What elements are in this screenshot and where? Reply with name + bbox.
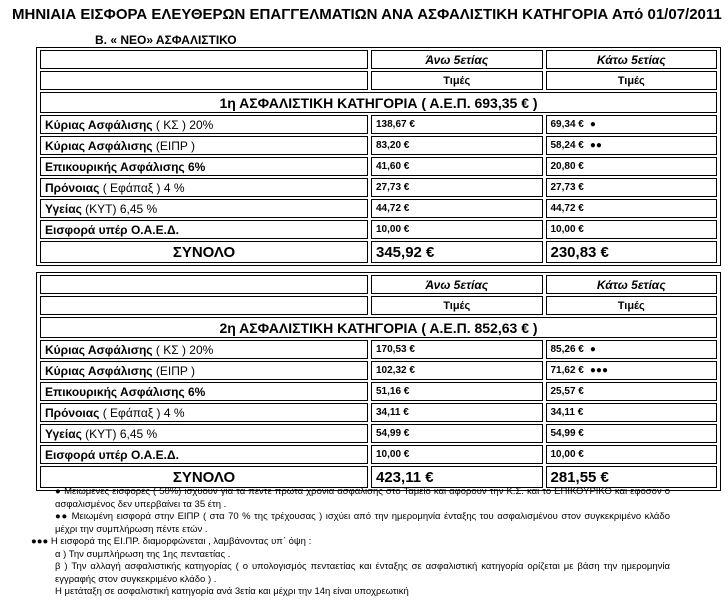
total-row (40, 241, 717, 263)
total-label: ΣΥΝΟΛΟ (40, 466, 368, 488)
row-label (40, 403, 368, 422)
subheader-row (40, 71, 717, 90)
table-row (40, 136, 717, 155)
note-reduced-contributions: ● Μειωμένες εισφορές ( 50%) ισχύουν για τα πέντε πρώτα χρόνια ασφάλισης στο Ταμείο και αφορούν την Κ.Σ. και το ΕΠΙΚΟΥΡΙΚΟ και εφόσον ο ασφαλισμένος δεν υπερβαίνει τα 35 έτη . (55, 486, 670, 510)
col-header-upper: Άνω 5ετίας (371, 275, 543, 294)
value-lower (546, 424, 718, 443)
table-row (40, 199, 717, 218)
row-label-main: Κύριας Ασφάλισης (45, 363, 153, 378)
row-label-main: Εισφορά υπέρ Ο.Α.Ε.Δ. (45, 447, 179, 462)
note-eipr-determination: ●●● Η εισφορά της ΕΙ.ΠΡ. διαμορφώνεται , λαμβάνοντας υπ΄ όψη : (31, 536, 312, 547)
value-lower (546, 340, 718, 359)
value-lower-text: 10,00 € (550, 224, 584, 235)
value-upper: 27,73 € (371, 178, 543, 197)
subheader-row (40, 296, 717, 315)
table-row (40, 361, 717, 380)
footnote-marker: ●● (589, 140, 602, 151)
row-label (40, 178, 368, 197)
table-row (40, 178, 717, 197)
header-empty-cell (40, 275, 368, 294)
value-lower (546, 361, 718, 380)
subheader-empty-cell (40, 71, 368, 90)
footnote-marker: ● (589, 119, 596, 130)
value-upper: 83,20 € (371, 136, 543, 155)
value-lower-text: 34,11 € (550, 407, 584, 418)
contribution-table (37, 273, 720, 490)
row-label (40, 445, 368, 464)
table-row (40, 340, 717, 359)
subheader-upper: Τιμές (371, 71, 543, 90)
footnotes (31, 486, 670, 599)
value-lower (546, 136, 718, 155)
value-upper: 170,53 € (371, 340, 543, 359)
row-label-main: Πρόνοιας (45, 405, 100, 420)
value-upper: 34,11 € (371, 403, 543, 422)
category-title: 1η ΑΣΦΑΛΙΣΤΙΚΗ ΚΑΤΗΓΟΡΙΑ ( Α.Ε.Π. 693,35 € ) (40, 92, 717, 113)
row-label-main: Υγείας (45, 426, 82, 441)
table-row (40, 115, 717, 134)
row-label (40, 199, 368, 218)
total-row (40, 466, 717, 488)
value-lower (546, 157, 718, 176)
row-label (40, 424, 368, 443)
value-lower (546, 445, 718, 464)
value-lower (546, 403, 718, 422)
col-header-lower: Κάτω 5ετίας (546, 275, 718, 294)
value-lower-text: 20,80 € (550, 161, 584, 172)
row-label-main: Κύριας Ασφάλισης (45, 138, 153, 153)
value-lower-text: 25,57 € (550, 386, 584, 397)
col-header-upper: Άνω 5ετίας (371, 50, 543, 69)
value-upper: 10,00 € (371, 445, 543, 464)
table-row (40, 403, 717, 422)
row-label (40, 157, 368, 176)
value-lower-text: 10,00 € (550, 449, 584, 460)
note-transfer: Η μετάταξη σε ασφαλιστική κατηγορία ανά 3ετία και μέχρι την 14η είναι υποχρεωτική (55, 586, 409, 597)
header-empty-cell (40, 50, 368, 69)
subheader-lower: Τιμές (546, 71, 718, 90)
row-label-extra: (ΕΙΠΡ ) (152, 363, 195, 378)
row-label-extra: ( Εφάπαξ ) 4 % (99, 405, 185, 420)
value-lower-text: 69,34 € (550, 119, 584, 130)
header-row (40, 275, 717, 294)
row-label-extra: ( Εφάπαξ ) 4 % (99, 180, 185, 195)
row-label (40, 115, 368, 134)
row-label-extra: ( ΚΣ ) 20% (152, 117, 214, 132)
value-lower-text: 58,24 € (550, 140, 584, 151)
footnote-marker: ●●● (589, 365, 608, 376)
table-row (40, 220, 717, 239)
value-lower (546, 178, 718, 197)
table-row (40, 445, 717, 464)
total-label: ΣΥΝΟΛΟ (40, 241, 368, 263)
row-label-main: Εισφορά υπέρ Ο.Α.Ε.Δ. (45, 222, 179, 237)
value-upper: 54,99 € (371, 424, 543, 443)
note-item-b: β ) Την αλλαγή ασφαλιστικής κατηγορίας ( ο υπολογισμός πενταετίας και ένταξης σε ασφαλιστική κατηγορία ορίζεται με βάση την ημερομηνία εγγραφής στον συγκεκριμένο κλάδο ) . (55, 561, 670, 585)
table-row (40, 157, 717, 176)
col-header-lower: Κάτω 5ετίας (546, 50, 718, 69)
category-row (40, 317, 717, 338)
value-lower (546, 220, 718, 239)
value-lower (546, 115, 718, 134)
header-row (40, 50, 717, 69)
value-upper: 44,72 € (371, 199, 543, 218)
value-lower-text: 54,99 € (550, 428, 584, 439)
row-label-main: Κύριας Ασφάλισης (45, 342, 153, 357)
row-label (40, 136, 368, 155)
row-label-main: Επικουρικής Ασφάλισης 6% (45, 384, 206, 399)
category-row (40, 92, 717, 113)
total-lower: 230,83 € (546, 241, 718, 263)
category-2-table (36, 272, 721, 491)
subheader-empty-cell (40, 296, 368, 315)
row-label-extra: (ΕΙΠΡ ) (152, 138, 195, 153)
row-label (40, 220, 368, 239)
total-lower: 281,55 € (546, 466, 718, 488)
note-item-a: α ) Την συμπλήρωση της 1ης πενταετίας . (55, 548, 231, 560)
value-upper: 10,00 € (371, 220, 543, 239)
section-subtitle: Β. « ΝΕΟ» ΑΣΦΑΛΙΣΤΙΚΟ (95, 33, 237, 47)
row-label (40, 340, 368, 359)
row-label-extra: (ΚΥΤ) 6,45 % (81, 426, 158, 441)
row-label (40, 382, 368, 401)
value-lower-text: 71,62 € (550, 365, 584, 376)
value-upper: 138,67 € (371, 115, 543, 134)
row-label-extra: (ΚΥΤ) 6,45 % (81, 201, 158, 216)
row-label-main: Υγείας (45, 201, 82, 216)
value-lower-text: 85,26 € (550, 344, 584, 355)
category-1-table (36, 47, 721, 266)
value-lower (546, 382, 718, 401)
value-lower (546, 199, 718, 218)
value-lower-text: 27,73 € (550, 182, 584, 193)
subheader-lower: Τιμές (546, 296, 718, 315)
note-reduced-eipr: ●● Μειωμένη εισφορά στην ΕΙΠΡ ( στα 70 % της τρέχουσας ) ισχύει από την ημερομηνία ένταξης του ασφαλισμένου στον συγκεκριμένο κλάδο μέχρι την συμπλήρωση πέντε ετών . (55, 511, 670, 535)
total-upper: 423,11 € (371, 466, 543, 488)
table-row (40, 382, 717, 401)
row-label (40, 361, 368, 380)
row-label-main: Πρόνοιας (45, 180, 100, 195)
footnote-marker: ● (589, 344, 596, 355)
contribution-table (37, 48, 720, 265)
table-row (40, 424, 717, 443)
total-upper: 345,92 € (371, 241, 543, 263)
page-title: ΜΗΝΙΑΙΑ ΕΙΣΦΟΡΑ ΕΛΕΥΘΕΡΩΝ ΕΠΑΓΓΕΛΜΑΤΙΩΝ ΑΝΑ ΑΣΦΑΛΙΣΤΙΚΗ ΚΑΤΗΓΟΡΙΑ Από 01/07/2011 (12, 6, 722, 23)
row-label-main: Κύριας Ασφάλισης (45, 117, 153, 132)
value-upper: 102,32 € (371, 361, 543, 380)
value-upper: 51,16 € (371, 382, 543, 401)
row-label-main: Επικουρικής Ασφάλισης 6% (45, 159, 206, 174)
value-upper: 41,60 € (371, 157, 543, 176)
subheader-upper: Τιμές (371, 296, 543, 315)
value-lower-text: 44,72 € (550, 203, 584, 214)
category-title: 2η ΑΣΦΑΛΙΣΤΙΚΗ ΚΑΤΗΓΟΡΙΑ ( Α.Ε.Π. 852,63 € ) (40, 317, 717, 338)
row-label-extra: ( ΚΣ ) 20% (152, 342, 214, 357)
